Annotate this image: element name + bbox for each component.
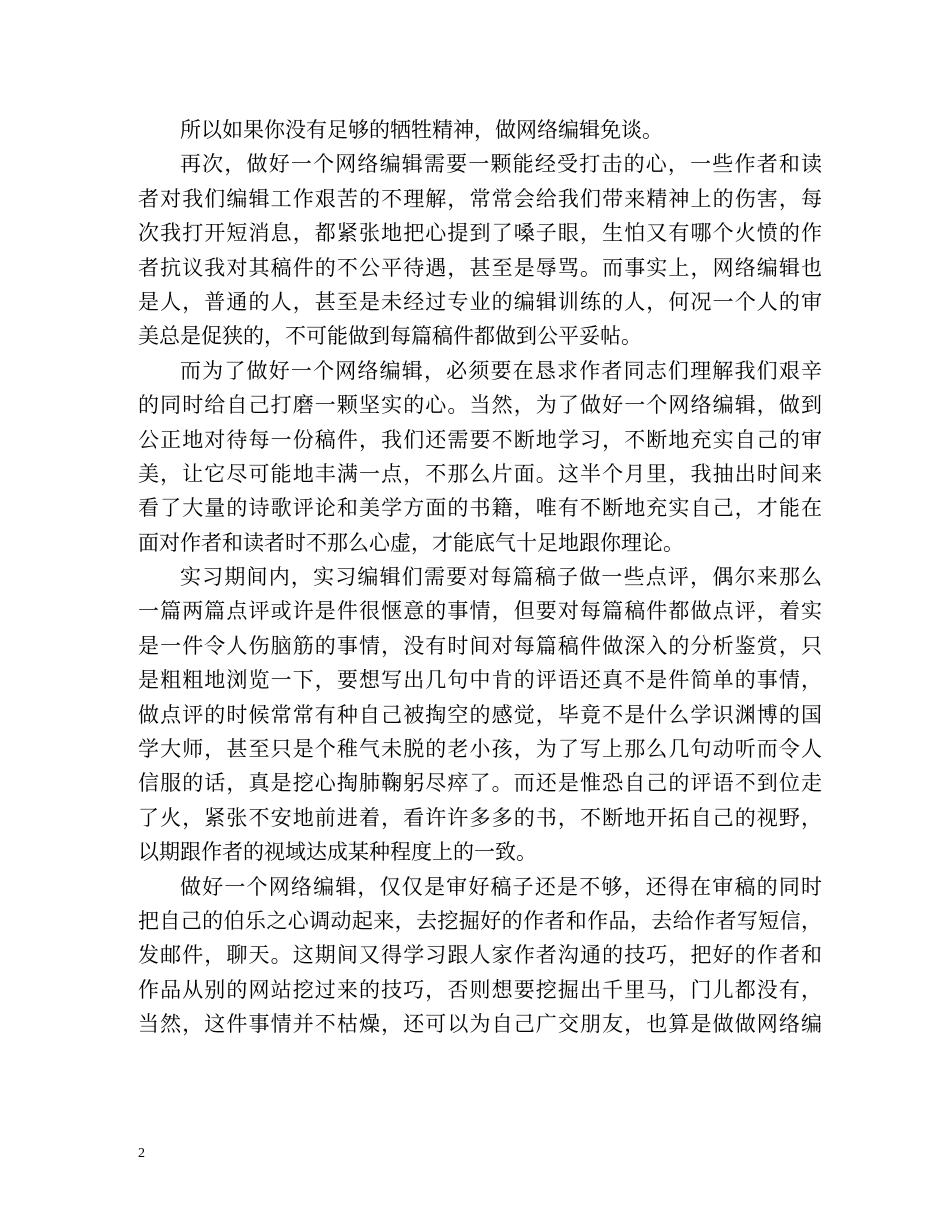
text-line: 把自己的伯乐之心调动起来，去挖掘好的作者和作品，去给作者写短信， [138, 908, 822, 933]
text-line: 看了大量的诗歌评论和美学方面的书籍，唯有不断地充实自己，才能在 [138, 496, 822, 521]
text-line: 者抗议我对其稿件的不公平待遇，甚至是辱骂。而事实上，网络编辑也 [138, 255, 822, 280]
text-line: 所以如果你没有足够的牺牲精神，做网络编辑免谈。 [180, 118, 663, 142]
paragraph [138, 113, 822, 147]
text-line: 是粗粗地浏览一下，要想写出几句中肯的评语还真不是件简单的事情， [138, 668, 822, 693]
text-line: 实习期间内，实习编辑们需要对每篇稿子做一些点评，偶尔来那么 [180, 565, 822, 590]
text-line: 以期跟作者的视域达成某种程度上的一致。 [138, 840, 537, 865]
paragraph [138, 560, 822, 870]
text-line: 信服的话，真是挖心掏肺鞠躬尽瘁了。而还是惟恐自己的评语不到位走 [138, 771, 822, 796]
text-line: 当然，这件事情并不枯燥，还可以为自己广交朋友，也算是做做网络编 [138, 1012, 822, 1037]
text-line: 而为了做好一个网络编辑，必须要在恳求作者同志们理解我们艰辛 [180, 358, 822, 383]
text-line: 做点评的时候常常有种自己被掏空的感觉，毕竟不是什么学识渊博的国 [138, 702, 822, 727]
text-line: 的同时给自己打磨一颗坚实的心。当然，为了做好一个网络编辑，做到 [138, 393, 822, 418]
paragraph [138, 147, 822, 353]
body-text [138, 113, 822, 1042]
paragraph [138, 870, 822, 1042]
text-line: 了火，紧张不安地前进着，看许许多多的书，不断地开拓自己的视野， [138, 805, 822, 830]
text-line: 是一件令人伤脑筋的事情，没有时间对每篇稿件做深入的分析鉴赏，只 [138, 633, 822, 658]
text-line: 者对我们编辑工作艰苦的不理解，常常会给我们带来精神上的伤害，每 [138, 186, 822, 211]
text-line: 美，让它尽可能地丰满一点，不那么片面。这半个月里，我抽出时间来 [138, 461, 822, 486]
text-line: 作品从别的网站挖过来的技巧，否则想要挖掘出千里马，门儿都没有， [138, 977, 822, 1002]
text-line: 发邮件，聊天。这期间又得学习跟人家作者沟通的技巧，把好的作者和 [138, 943, 822, 968]
text-line: 美总是促狭的，不可能做到每篇稿件都做到公平妥帖。 [138, 324, 642, 349]
text-line: 是人，普通的人，甚至是未经过专业的编辑训练的人，何况一个人的审 [138, 289, 822, 314]
page-number: 2 [138, 1146, 145, 1161]
text-line: 再次，做好一个网络编辑需要一颗能经受打击的心，一些作者和读 [180, 152, 822, 177]
text-line: 次我打开短消息，都紧张地把心提到了嗓子眼，生怕又有哪个火愤的作 [138, 221, 822, 246]
text-line: 学大师，甚至只是个稚气未脱的老小孩，为了写上那么几句动听而令人 [138, 737, 822, 762]
text-line: 做好一个网络编辑，仅仅是审好稿子还是不够，还得在审稿的同时 [180, 874, 822, 899]
text-line: 面对作者和读者时不那么心虚，才能底气十足地跟你理论。 [138, 530, 684, 555]
paragraph [138, 354, 822, 560]
text-line: 公正地对待每一份稿件，我们还需要不断地学习，不断地充实自己的审 [138, 427, 822, 452]
text-line: 一篇两篇点评或许是件很惬意的事情，但要对每篇稿件都做点评，着实 [138, 599, 822, 624]
